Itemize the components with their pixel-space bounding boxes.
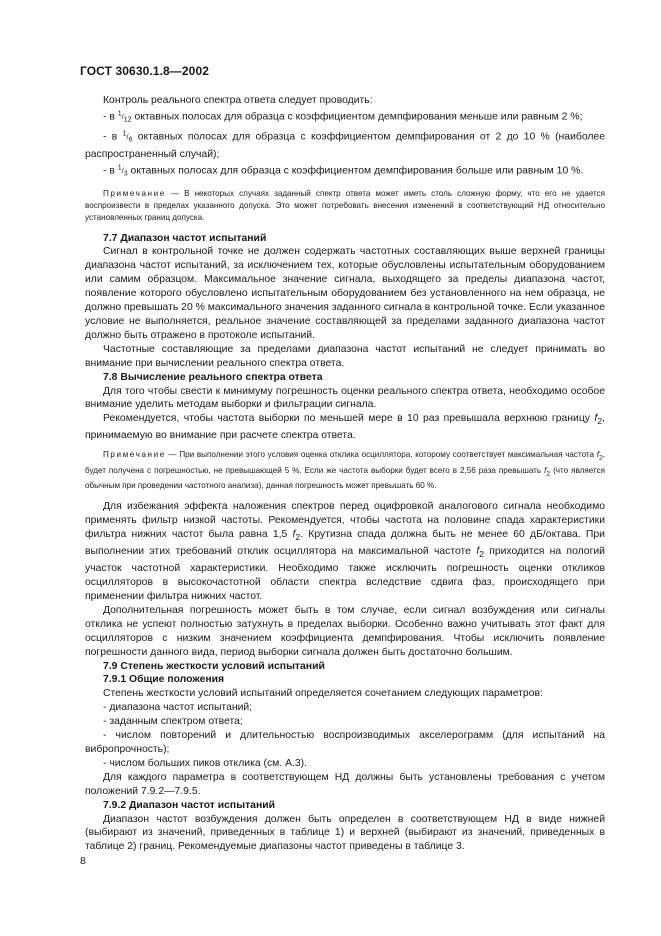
page-number: 8 bbox=[80, 855, 86, 867]
section-7-7-paragraph: Сигнал в контрольной точке не должен содержать частотных составляющих выше верхней границы диапазона частот испытаний, за исключением тех, которые обусловлены испытательным оборудованием или самим образцом. Максимальное значение сигнала, выходящего за пределы диапазона частот, появление которого обусловлено испытательным оборудованием без установленного на нем образца, не должно превышать 20 % максимального значения заданного сигнала в контрольной точке. Если указанное условие не выполняется, реальное значение составляющей за пределами заданного диапазона частот должно быть отражено в протоколе испытаний. bbox=[85, 246, 605, 341]
section-7-9-1-paragraph: Для каждого параметра в соответствующем НД должны быть установлены требования с учетом положений 7.9.2—7.9.5. bbox=[85, 771, 605, 797]
section-7-7-title: 7.7 Диапазон частот испытаний bbox=[103, 232, 267, 244]
intro-paragraph: Контроль реального спектра ответа следует проводить: bbox=[103, 95, 373, 106]
section-7-9-title: 7.9 Степень жесткости условий испытаний bbox=[103, 660, 325, 672]
note-label: Примечание bbox=[103, 450, 166, 460]
section-7-7-paragraph: Частотные составляющие за пределами диапазона частот испытаний не следует принимать во внимание при вычислении реального спектра ответа. bbox=[85, 343, 605, 369]
section-7-8-title: 7.8 Вычисление реального спектра ответа bbox=[103, 371, 323, 383]
note-label: Примечание bbox=[103, 188, 166, 198]
section-7-9-2-paragraph: Диапазон частот возбуждения должен быть определен в соответствующем НД в виде нижней (выбирают из значений, приведенных в таблице 1) и верхней (выбирают из значений, приведенных в таблице 2) границ. Рекомендуемые диапазоны частот приведены в таблице 3. bbox=[85, 813, 605, 853]
section-7-9-1-paragraph: Степень жесткости условий испытаний определяется сочетанием следующих параметров: bbox=[103, 688, 543, 700]
list-item: - в $^1/_6$ октавных полосах для образца с коэффициентом демпфирования от 2 до 10 % (наиболее распространенный случай); bbox=[85, 130, 605, 160]
section-7-8-paragraph: Рекомендуется, чтобы частота выборки по меньшей мере в 10 раз превышала верхнюю границу $f_2$, принимаемую во внимание при расчете спектра ответа. bbox=[85, 413, 605, 442]
document-body bbox=[85, 94, 605, 854]
note-1: Примечание — В некоторых случаях заданный спектр ответа может иметь столь сложную форму, что его не удается воспроизвести в пределах указанного допуска. Это может потребовать внесения изменений в соответствующий НД относительно установленных границ допуска. bbox=[85, 188, 605, 222]
note-2: Примечание — При выполнении этого условия оценка отклика осциллятора, которому соответствует максимальная частота $f_2$, будет получена с погрешностью, не превышающей 5 %. Если же частота выборки будет всего в 2,56 раза превышать $f_2$ (что является обычным при проведении частотного анализа), данная погрешность может превышать 60 %. bbox=[85, 450, 605, 491]
list-item: - в $^1/_{12}$ октавных полосах для образца с коэффициентом демпфирования меньше или равным 2 %; bbox=[103, 110, 583, 124]
list-item: - числом повторений и длительностью воспроизводимых акселерограмм (для испытаний на вибропрочность); bbox=[85, 730, 605, 755]
document-header: ГОСТ 30630.1.8—2002 bbox=[80, 64, 209, 78]
section-7-8-paragraph: Для избежания эффекта наложения спектров перед оцифровкой аналогового сигнала необходимо применять фильтр низкой частоты. Рекомендуется, чтобы частота на половине спада характеристики фильтра нижних частот была равна 1,5 $f_2$. Крутизна спада должна быть не менее 60 дБ/октава. При выполнении этих требований отклик осциллятора на максимальной частоте $f_2$ приходится на пологий участок частотной характеристики. Необходимо также исключить погрешность оценки откликов осцилляторов в высокочастотной области спектра вследствие сдвига фаз, происходящего при применении фильтра нижних частот. bbox=[85, 501, 605, 603]
section-7-9-1-title: 7.9.1 Общие положения bbox=[103, 674, 225, 686]
list-item: - диапазона частот испытаний; bbox=[103, 702, 253, 714]
list-item: - числом больших пиков отклика (см. А.3). bbox=[103, 757, 308, 769]
section-7-9-2-title: 7.9.2 Диапазон частот испытаний bbox=[103, 799, 276, 811]
section-7-8-paragraph: Для того чтобы свести к минимуму погрешность оценки реального спектра ответа, необходимо особое внимание уделить методам выборки и фильтрации сигнала. bbox=[85, 385, 605, 411]
section-7-8-paragraph: Дополнительная погрешность может быть в том случае, если сигнал возбуждения или сигналы отклика не успеют полностью затухнуть в пределах выборки. Особенно важно учитывать этот факт для осцилляторов с низким значением коэффициента демпфирования. Чтобы исключить появление погрешности данного вида, период выборки сигнала должен быть достаточно большим. bbox=[85, 604, 605, 658]
list-item: - в $^1/_3$ октавных полосах для образца с коэффициентом демпфирования больше или равным 10 %. bbox=[103, 164, 584, 178]
list-item: - заданным спектром ответа; bbox=[103, 716, 243, 728]
